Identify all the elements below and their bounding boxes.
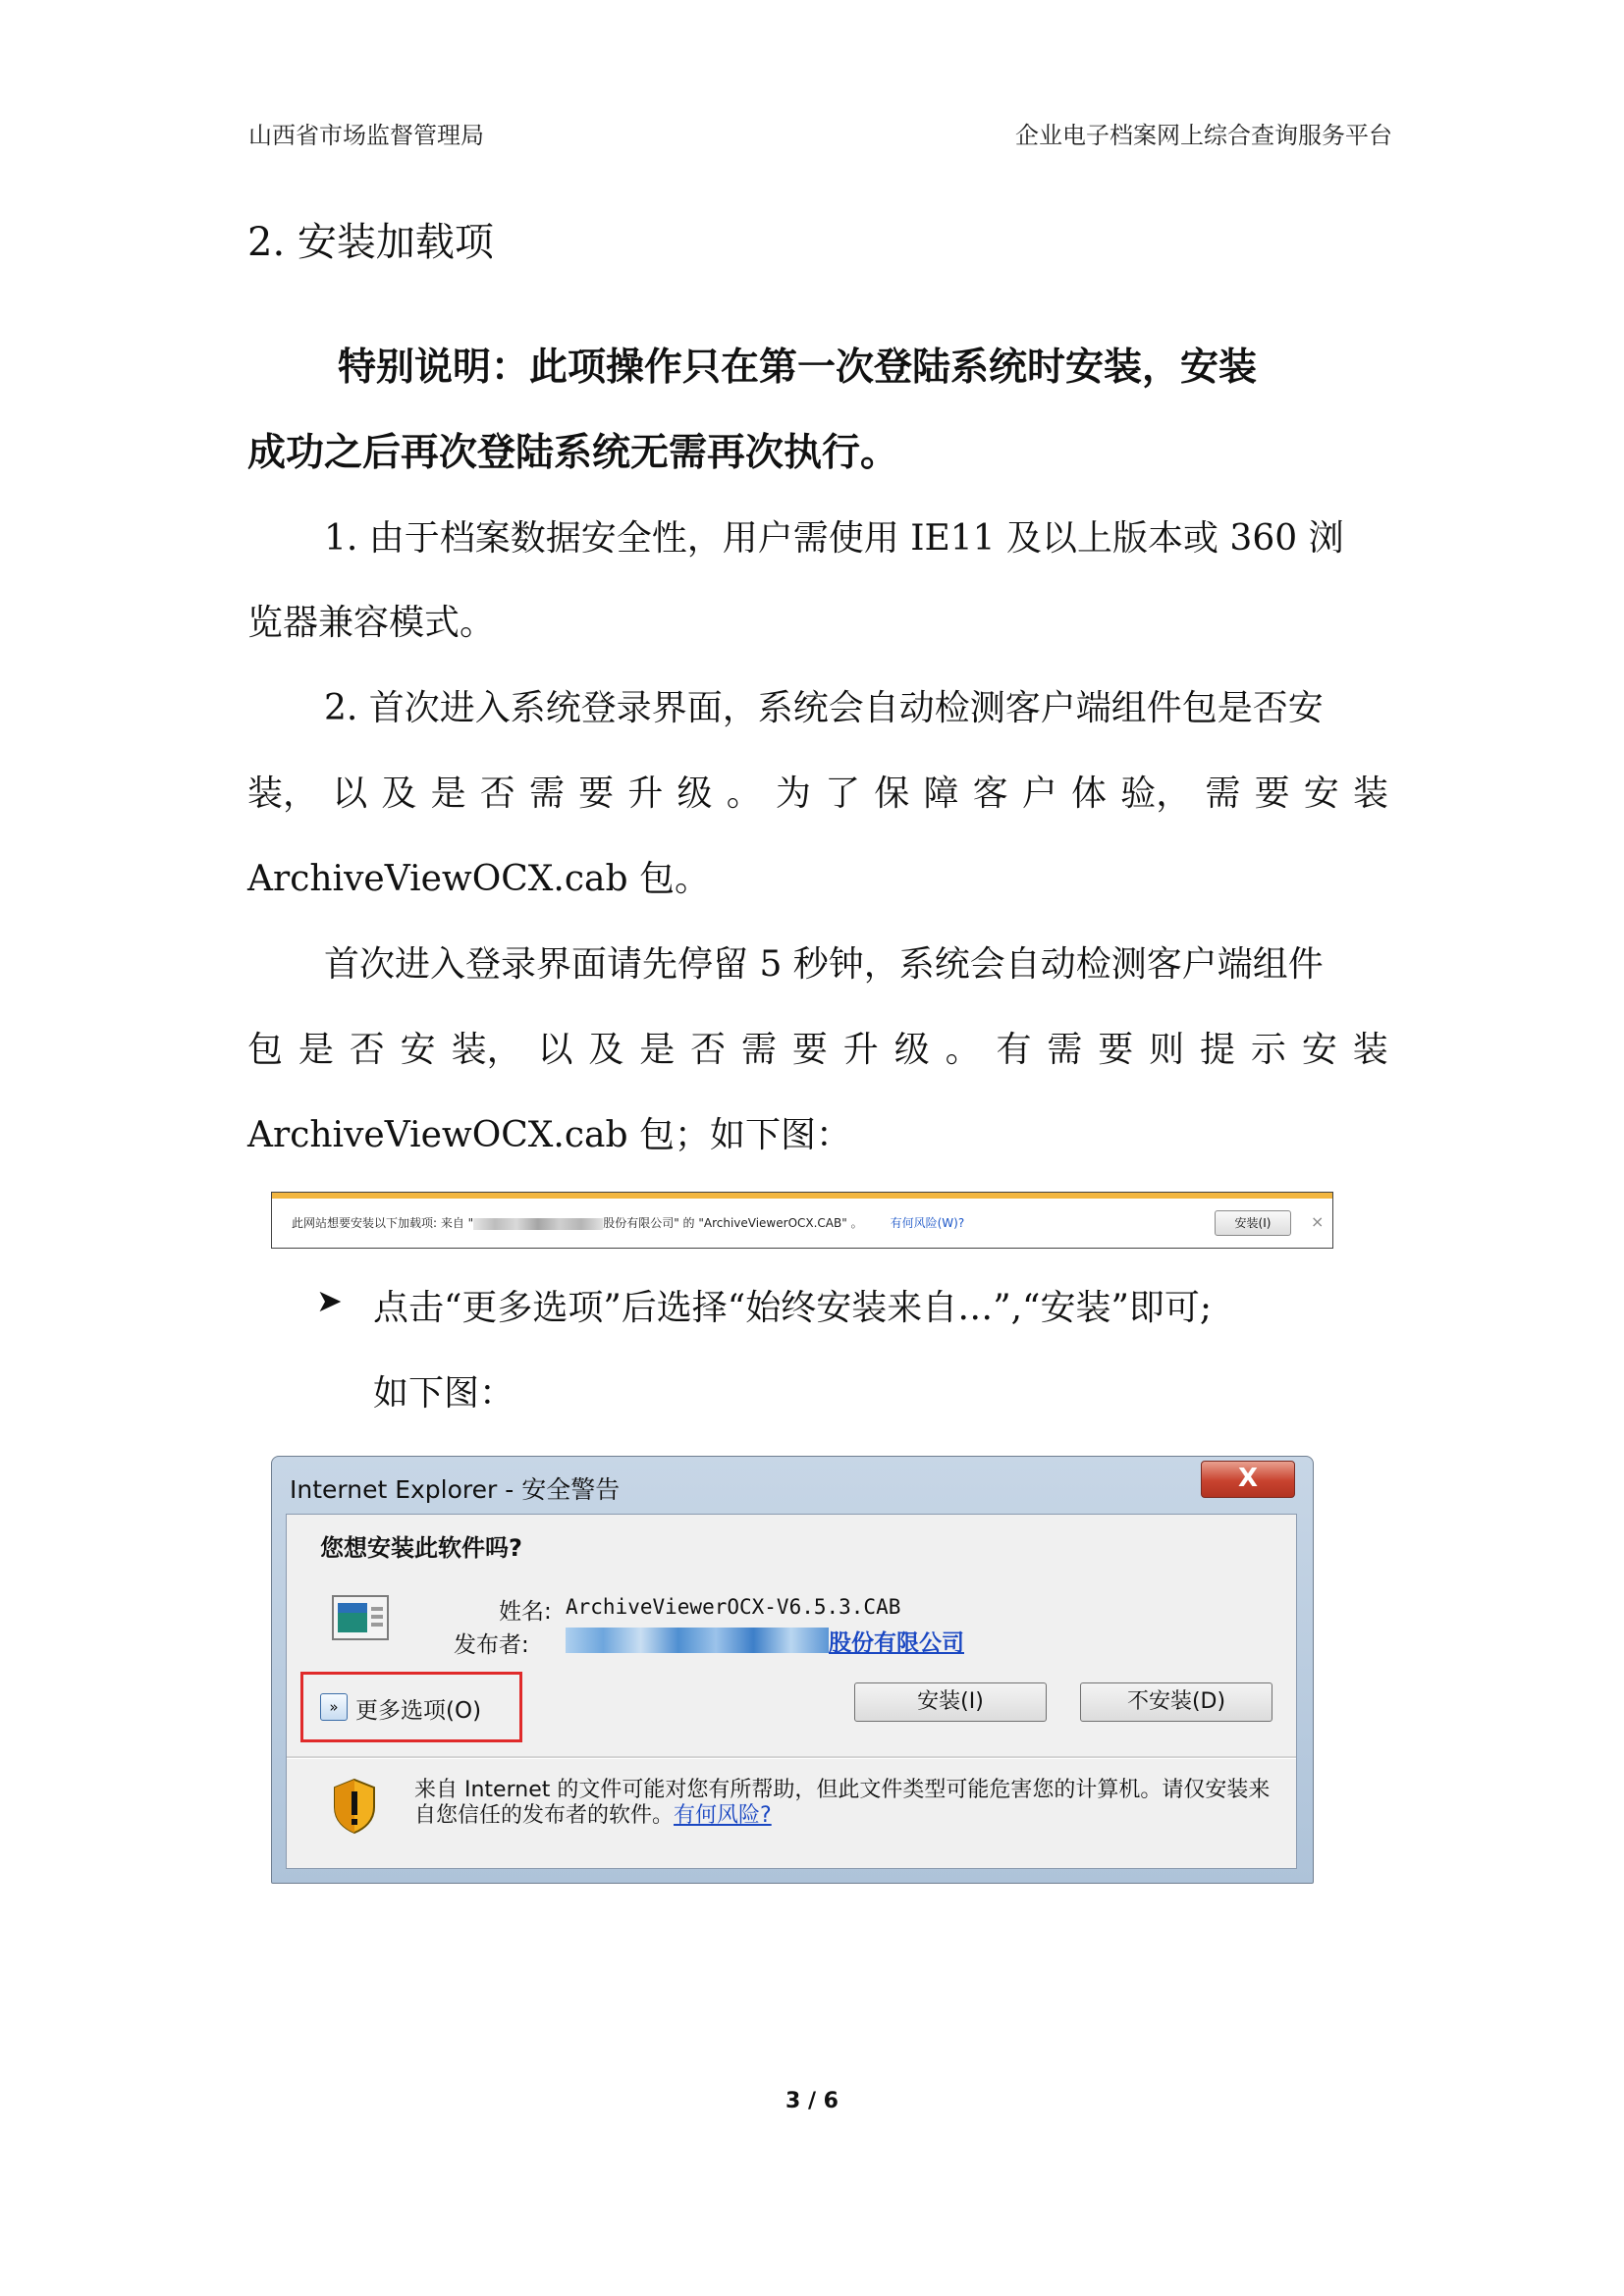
word: 户 [1021, 774, 1057, 814]
redacted-publisher [566, 1628, 829, 1653]
dialog-question: 您想安装此软件吗? [320, 1534, 522, 1562]
word: 是 [430, 774, 466, 814]
word: 及 [381, 774, 417, 814]
warning-message [414, 1778, 1278, 1829]
shield-warning-icon [332, 1778, 377, 1835]
divider [287, 1756, 1296, 1759]
word: 以 [537, 1030, 573, 1070]
word: 要 [791, 1030, 828, 1070]
name-value: ArchiveViewerOCX-V6.5.3.CAB [566, 1595, 901, 1619]
header-right: 企业电子档案网上综合查询服务平台 [1015, 122, 1392, 149]
para1-line1: 1. 由于档案数据安全性，用户需使用 IE11 及以上版本或 360 浏 [324, 518, 1344, 559]
word: 要 [1098, 1030, 1134, 1070]
para3-line2 [247, 1022, 1388, 1072]
risk-link[interactable]: 有何风险? [674, 1803, 772, 1828]
notification-bar-accent [272, 1193, 1332, 1199]
publisher-link[interactable]: 股份有限公司 [829, 1630, 964, 1656]
word: 升 [627, 774, 664, 814]
word: 验， [1120, 774, 1192, 814]
para2-line3: ArchiveViewOCX.cab 包。 [247, 859, 710, 899]
redacted-publisher [473, 1218, 603, 1230]
word: 要 [1254, 774, 1290, 814]
file-icon [332, 1595, 389, 1640]
word: 及 [588, 1030, 624, 1070]
word: 否 [690, 1030, 727, 1070]
header-left: 山西省市场监督管理局 [248, 122, 484, 149]
bullet-line-2: 如下图： [373, 1373, 515, 1414]
page-number: 3 / 6 [785, 2089, 839, 2113]
para1-line2: 览器兼容模式。 [247, 603, 496, 643]
section-title: 2. 安装加载项 [247, 220, 494, 265]
word: 了 [825, 774, 861, 814]
word: 提 [1200, 1030, 1236, 1070]
name-label: 姓名: [499, 1599, 552, 1625]
dialog-body [286, 1514, 1297, 1869]
word: 障 [923, 774, 959, 814]
word: 级 [677, 774, 713, 814]
word: 升 [842, 1030, 879, 1070]
install-button[interactable]: 安装(I) [854, 1682, 1047, 1722]
word: 装， [247, 774, 319, 814]
word: 需 [1205, 774, 1241, 814]
word: 否 [479, 774, 515, 814]
word: 则 [1149, 1030, 1185, 1070]
para2-line1: 2. 首次进入系统登录界面，系统会自动检测客户端组件包是否安 [324, 688, 1324, 728]
word: 。 [726, 774, 762, 814]
word: 保 [874, 774, 910, 814]
word: 。 [945, 1030, 981, 1070]
notification-text-prefix: 此网站想要安装以下加载项: 来自 " [292, 1216, 474, 1230]
warning-text: 来自 Internet 的文件可能对您有所帮助，但此文件类型可能危害您的计算机。请仅安装来自您信任的发布者的软件。 [414, 1778, 1271, 1828]
word: 需 [1047, 1030, 1083, 1070]
close-icon[interactable]: X [1201, 1461, 1295, 1498]
ie-notification-bar [271, 1192, 1333, 1249]
close-icon[interactable]: × [1311, 1212, 1325, 1231]
more-options-button[interactable]: 更多选项(O) [355, 1698, 482, 1724]
publisher-label: 发布者: [454, 1632, 529, 1658]
para3-line1: 首次进入登录界面请先停留 5 秒钟，系统会自动检测客户端组件 [324, 944, 1324, 985]
special-note-line-1: 特别说明：此项操作只在第一次登陆系统时安装，安装 [338, 346, 1258, 390]
word: 否 [349, 1030, 385, 1070]
word: 装 [1352, 774, 1388, 814]
word: 要 [578, 774, 615, 814]
security-warning-dialog [271, 1456, 1314, 1884]
notification-message [292, 1214, 964, 1231]
para3-line3: ArchiveViewOCX.cab 包；如下图： [247, 1115, 851, 1155]
word: 级 [893, 1030, 930, 1070]
notification-text-suffix: 股份有限公司" 的 "ArchiveViewerOCX.CAB" 。 [603, 1216, 863, 1230]
arrow-bullet-icon: ➤ [316, 1282, 343, 1319]
word: 装， [451, 1030, 522, 1070]
dont-install-button[interactable]: 不安装(D) [1080, 1682, 1272, 1722]
dialog-title: Internet Explorer - 安全警告 [290, 1475, 621, 1504]
word: 为 [775, 774, 811, 814]
install-button[interactable]: 安装(I) [1215, 1210, 1291, 1236]
word: 需 [528, 774, 565, 814]
word: 有 [996, 1030, 1032, 1070]
bullet-line-1: 点击“更多选项”后选择“始终安装来自…”,“安装”即可; [373, 1288, 1212, 1328]
word: 示 [1250, 1030, 1286, 1070]
risk-link[interactable]: 有何风险(W)? [890, 1216, 965, 1230]
word: 是 [639, 1030, 676, 1070]
word: 需 [741, 1030, 778, 1070]
word: 安 [400, 1030, 436, 1070]
word: 装 [1352, 1030, 1388, 1070]
word: 是 [298, 1030, 334, 1070]
word: 安 [1303, 774, 1339, 814]
special-note-line-2: 成功之后再次登陆系统无需再次执行。 [247, 431, 899, 475]
word: 体 [1071, 774, 1108, 814]
para2-line2 [247, 766, 1388, 816]
word: 客 [972, 774, 1008, 814]
chevron-down-icon[interactable]: » [320, 1693, 348, 1721]
word: 包 [247, 1030, 284, 1070]
word: 安 [1301, 1030, 1337, 1070]
word: 以 [332, 774, 368, 814]
